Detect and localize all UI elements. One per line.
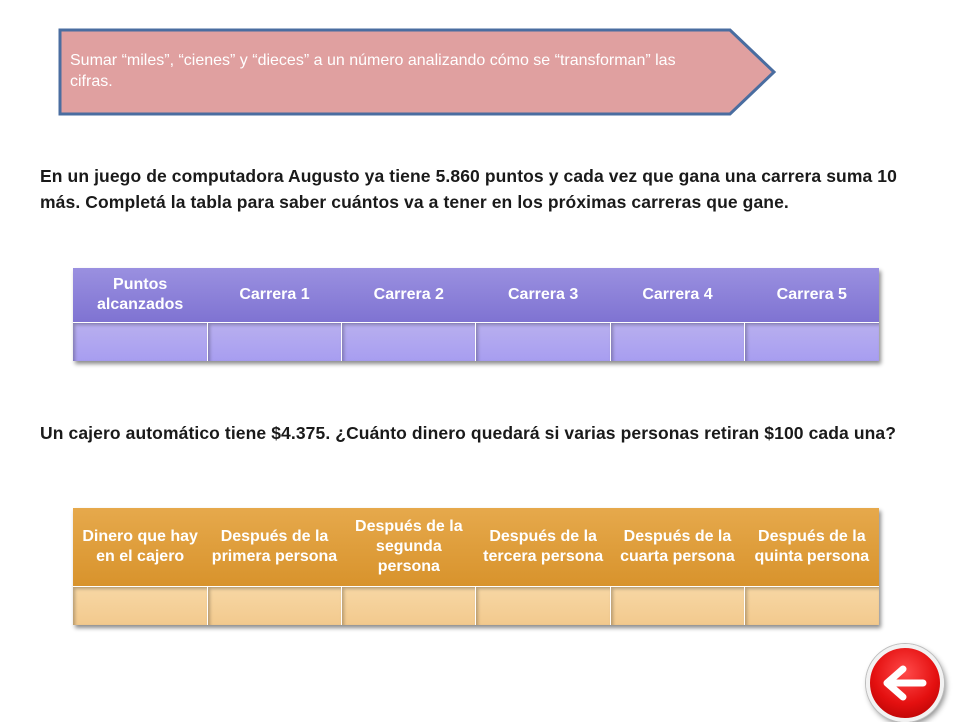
objective-text: Sumar “miles”, “cienes” y “dieces” a un número analizando cómo se “transforman” las cifras.	[70, 52, 676, 90]
atm-answer-cell[interactable]	[476, 587, 610, 626]
points-answer-cell[interactable]	[207, 323, 341, 362]
atm-table	[73, 508, 879, 625]
points-answer-cell[interactable]	[342, 323, 476, 362]
arrow-left-icon	[883, 661, 927, 705]
points-answer-cell[interactable]	[610, 323, 744, 362]
points-table	[73, 268, 879, 361]
atm-answer-cell[interactable]	[73, 587, 207, 626]
points-table-answer-row	[73, 323, 879, 362]
points-answer-cell[interactable]	[73, 323, 207, 362]
points-header-1: Carrera 1	[207, 268, 341, 323]
points-header-4: Carrera 4	[610, 268, 744, 323]
atm-table-header-row	[73, 508, 879, 587]
atm-answer-cell[interactable]	[745, 587, 879, 626]
atm-header-4: Después de la cuarta persona	[610, 508, 744, 587]
points-answer-cell[interactable]	[745, 323, 879, 362]
points-header-2: Carrera 2	[342, 268, 476, 323]
points-header-5: Carrera 5	[745, 268, 879, 323]
points-header-0: Puntos alcanzados	[73, 268, 207, 323]
question-1: En un juego de computadora Augusto ya tiene 5.860 puntos y cada vez que gana una carrera suma 10 más. Completá la tabla para saber cuántos va a tener en los próximas carreras que gane.	[40, 166, 897, 212]
atm-header-0: Dinero que hay en el cajero	[73, 508, 207, 587]
points-table-header-row	[73, 268, 879, 323]
points-answer-cell[interactable]	[476, 323, 610, 362]
atm-header-1: Después de la primera persona	[207, 508, 341, 587]
back-button[interactable]	[866, 644, 944, 722]
atm-header-2: Después de la segunda persona	[342, 508, 476, 587]
atm-header-3: Después de la tercera persona	[476, 508, 610, 587]
question-2: Un cajero automático tiene $4.375. ¿Cuánto dinero quedará si varias personas retiran $100 cada una?	[40, 423, 897, 443]
atm-answer-cell[interactable]	[207, 587, 341, 626]
points-header-3: Carrera 3	[476, 268, 610, 323]
atm-answer-cell[interactable]	[610, 587, 744, 626]
atm-header-5: Después de la quinta persona	[745, 508, 879, 587]
atm-table-answer-row	[73, 587, 879, 626]
objective-banner	[58, 28, 776, 116]
atm-answer-cell[interactable]	[342, 587, 476, 626]
